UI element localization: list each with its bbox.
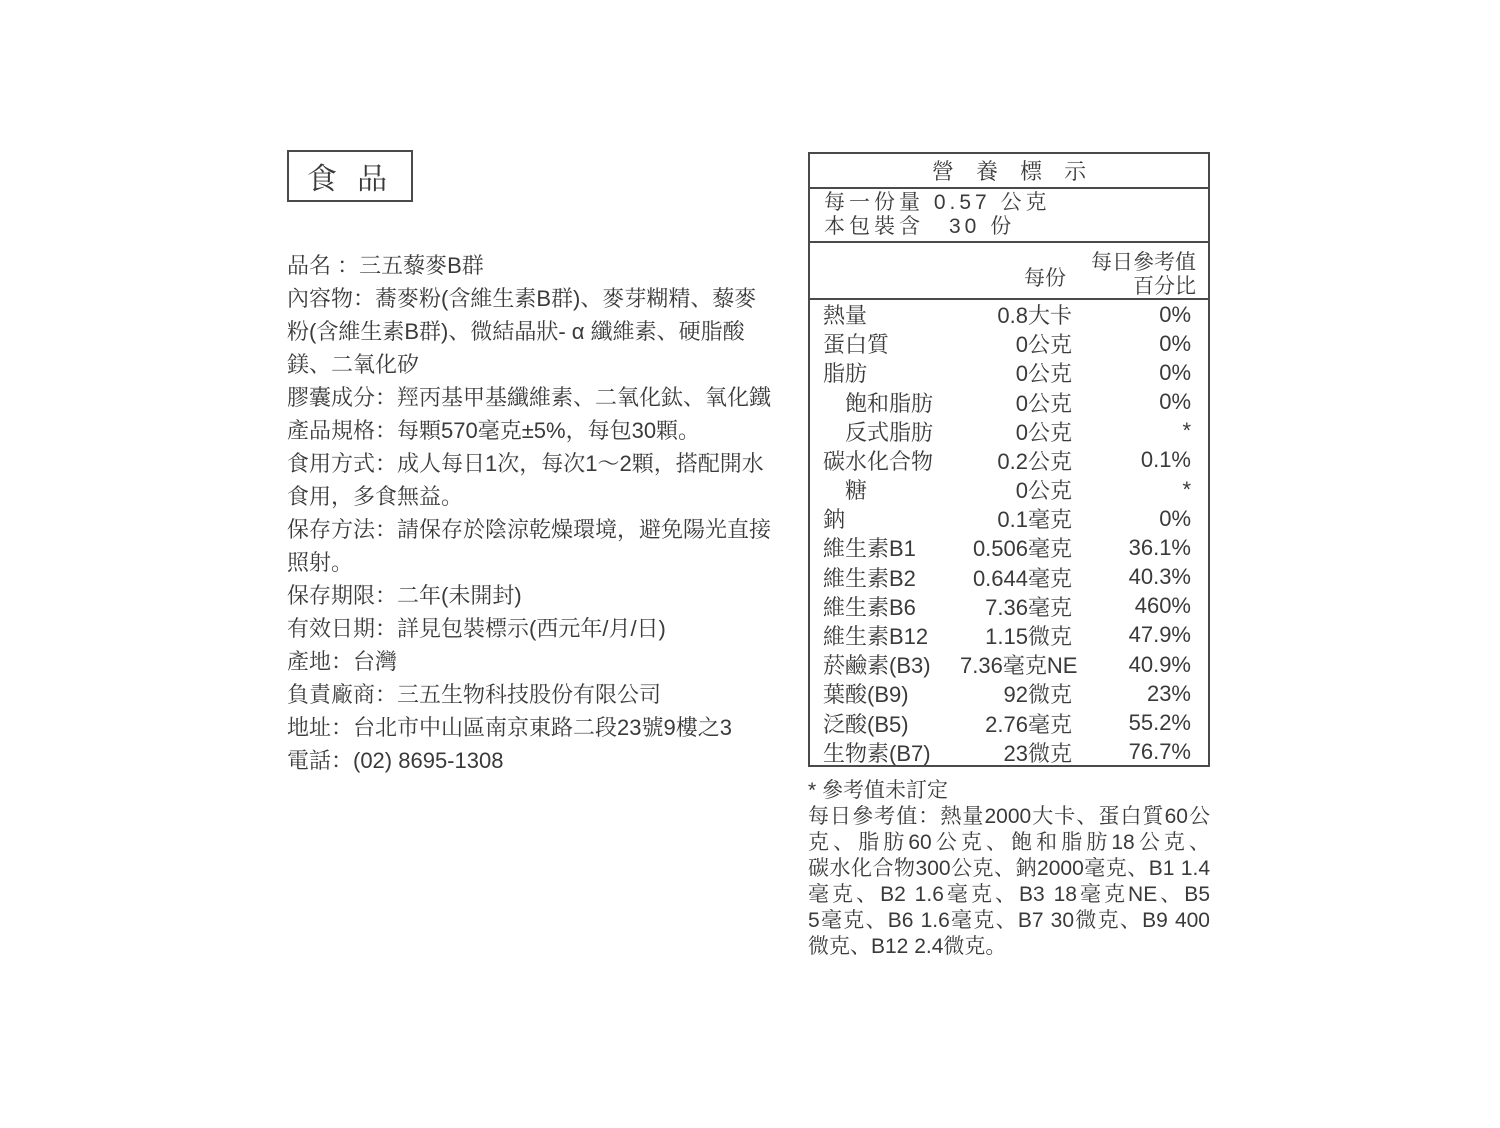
table-row xyxy=(810,679,1208,708)
nutrient-daily-percent: 0% xyxy=(1159,505,1191,531)
serving-size-line: 每一份量 0.57 公克 xyxy=(824,191,1051,214)
product-info-line: 內容物：蕎麥粉(含維生素B群)、麥芽糊精、藜麥 xyxy=(287,286,757,311)
nutrient-name: 飽和脂肪 xyxy=(845,390,934,416)
product-info-line: 照射。 xyxy=(287,550,354,575)
nutrient-name: 菸鹼素(B3) xyxy=(823,653,931,679)
table-row xyxy=(810,621,1208,650)
nutrient-amount: 0.8大卡 xyxy=(997,303,1072,329)
product-info-line: 保存期限：二年(未開封) xyxy=(287,583,522,608)
nutrient-daily-percent: 36.1% xyxy=(1128,534,1191,560)
table-row xyxy=(810,708,1208,737)
nutrition-table-title: 營 養 標 示 xyxy=(810,154,1208,189)
product-info-line: 粉(含維生素B群)、微結晶狀- α 纖維素、硬脂酸 xyxy=(287,319,745,344)
nutrition-table-body xyxy=(810,300,1208,767)
nutrient-daily-percent: 460% xyxy=(1134,593,1191,619)
nutrient-amount: 23微克 xyxy=(1003,740,1072,766)
nutrient-daily-percent: 0% xyxy=(1159,330,1191,356)
product-info-line: 有效日期：詳見包裝標示(西元年/月/日) xyxy=(287,616,666,641)
nutrient-daily-percent: 47.9% xyxy=(1128,622,1191,648)
table-row xyxy=(810,358,1208,387)
nutrient-name: 脂肪 xyxy=(823,361,868,387)
table-row xyxy=(810,300,1208,329)
table-row xyxy=(810,650,1208,679)
table-row xyxy=(810,563,1208,592)
nutrient-name: 維生素B2 xyxy=(823,565,916,591)
nutrient-name: 蛋白質 xyxy=(823,332,890,358)
nutrient-amount: 0.1毫克 xyxy=(997,507,1072,533)
product-info-line: 食用，多食無益。 xyxy=(287,484,464,509)
nutrient-name: 泛酸(B5) xyxy=(823,711,909,737)
daily-ref-line: 克、脂肪60公克、飽和脂肪18公克、 xyxy=(808,831,1210,854)
nutrient-daily-percent: 0% xyxy=(1159,359,1191,385)
nutrient-amount: 0公克 xyxy=(1015,419,1072,445)
daily-ref-line: 碳水化合物300公克、鈉2000毫克、B1 1.4 xyxy=(808,857,1210,880)
nutrient-name: 維生素B1 xyxy=(823,536,916,562)
nutrient-amount: 0.2公克 xyxy=(997,448,1072,474)
product-info-line: 食用方式：成人每日1次，每次1～2顆，搭配開水 xyxy=(287,451,764,476)
table-row xyxy=(810,417,1208,446)
undefined-ref-note: * 參考值未訂定 xyxy=(808,779,949,802)
servings-per-pack-line: 本包裝含 30 份 xyxy=(824,215,1016,238)
nutrient-name: 葉酸(B9) xyxy=(823,682,909,708)
daily-ref-line: 微克、B12 2.4微克。 xyxy=(808,935,1007,958)
product-info-line: 品名 ：三五藜麥B群 xyxy=(287,253,484,278)
nutrient-amount: 0.644毫克 xyxy=(972,565,1072,591)
nutrient-amount: 92微克 xyxy=(1003,682,1072,708)
nutrient-name: 維生素B6 xyxy=(823,594,916,620)
table-row xyxy=(810,446,1208,475)
product-info-line: 地址：台北市中山區南京東路二段23號9樓之3 xyxy=(287,715,732,740)
nutrient-daily-percent: 55.2% xyxy=(1128,709,1191,735)
nutrient-amount: 0公克 xyxy=(1015,478,1072,504)
nutrient-daily-percent: 76.7% xyxy=(1128,739,1191,765)
col-header-daily-ref-line2: 百分比 xyxy=(1133,275,1196,298)
daily-ref-paragraph xyxy=(808,804,1210,960)
nutrient-daily-percent: 40.3% xyxy=(1128,564,1191,590)
product-info-line: 負責廠商：三五生物科技股份有限公司 xyxy=(287,682,662,707)
table-row xyxy=(810,738,1208,767)
col-header-daily-ref xyxy=(1091,251,1196,299)
table-row xyxy=(810,329,1208,358)
nutrient-amount: 0公克 xyxy=(1015,361,1072,387)
footnotes xyxy=(808,778,1210,960)
food-category-stamp xyxy=(287,150,413,202)
daily-ref-line: 每日參考值：熱量2000大卡、蛋白質60公 xyxy=(808,805,1210,828)
nutrition-column-header xyxy=(810,243,1208,300)
nutrient-daily-percent: 0% xyxy=(1159,301,1191,327)
daily-ref-line: 5毫克、B6 1.6毫克、B7 30微克、B9 400 xyxy=(808,909,1210,932)
nutrient-name: 碳水化合物 xyxy=(823,448,934,474)
nutrient-amount: 0.506毫克 xyxy=(972,536,1072,562)
col-header-per-serving: 每份 xyxy=(1024,267,1066,290)
product-info-line: 電話：(02) 8695-1308 xyxy=(287,748,504,773)
table-row xyxy=(810,592,1208,621)
table-row xyxy=(810,388,1208,417)
product-info xyxy=(287,249,787,777)
nutrient-daily-percent: 0.1% xyxy=(1140,447,1191,473)
nutrition-table xyxy=(808,152,1210,767)
product-info-line: 產品規格：每顆570毫克±5%，每包30顆。 xyxy=(287,418,701,443)
nutrient-amount: 0公克 xyxy=(1015,332,1072,358)
nutrient-amount: 1.15微克 xyxy=(985,623,1072,649)
nutrient-name: 維生素B12 xyxy=(823,623,929,649)
nutrient-name: 糖 xyxy=(845,478,868,504)
nutrient-daily-percent: * xyxy=(1182,418,1191,444)
nutrient-amount: 0公克 xyxy=(1015,390,1072,416)
nutrient-name: 鈉 xyxy=(823,507,846,533)
nutrient-daily-percent: 23% xyxy=(1146,680,1191,706)
nutrition-serving-section xyxy=(810,189,1208,243)
col-header-daily-ref-line1: 每日參考值 xyxy=(1091,251,1196,274)
nutrient-daily-percent: * xyxy=(1182,476,1191,502)
product-info-line: 產地：台灣 xyxy=(287,649,398,674)
nutrient-name: 生物素(B7) xyxy=(823,740,931,766)
food-category-label: 食 品 xyxy=(306,163,394,196)
nutrient-daily-percent: 40.9% xyxy=(1128,651,1191,677)
table-row xyxy=(810,504,1208,533)
daily-ref-line: 毫克、B2 1.6毫克、B3 18毫克NE、B5 xyxy=(808,883,1210,906)
nutrient-name: 反式脂肪 xyxy=(845,419,934,445)
nutrient-daily-percent: 0% xyxy=(1159,389,1191,415)
product-info-line: 保存方法：請保存於陰涼乾燥環境，避免陽光直接 xyxy=(287,517,772,542)
table-row xyxy=(810,475,1208,504)
product-info-line: 鎂、二氧化矽 xyxy=(287,352,420,377)
nutrient-amount: 7.36毫克 xyxy=(985,594,1072,620)
product-info-line: 膠囊成分：羥丙基甲基纖維素、二氧化鈦、氧化鐵 xyxy=(287,385,772,410)
table-row xyxy=(810,533,1208,562)
nutrient-amount: 7.36毫克NE xyxy=(960,653,1078,679)
nutrient-amount: 2.76毫克 xyxy=(985,711,1072,737)
nutrient-name: 熱量 xyxy=(823,303,868,329)
